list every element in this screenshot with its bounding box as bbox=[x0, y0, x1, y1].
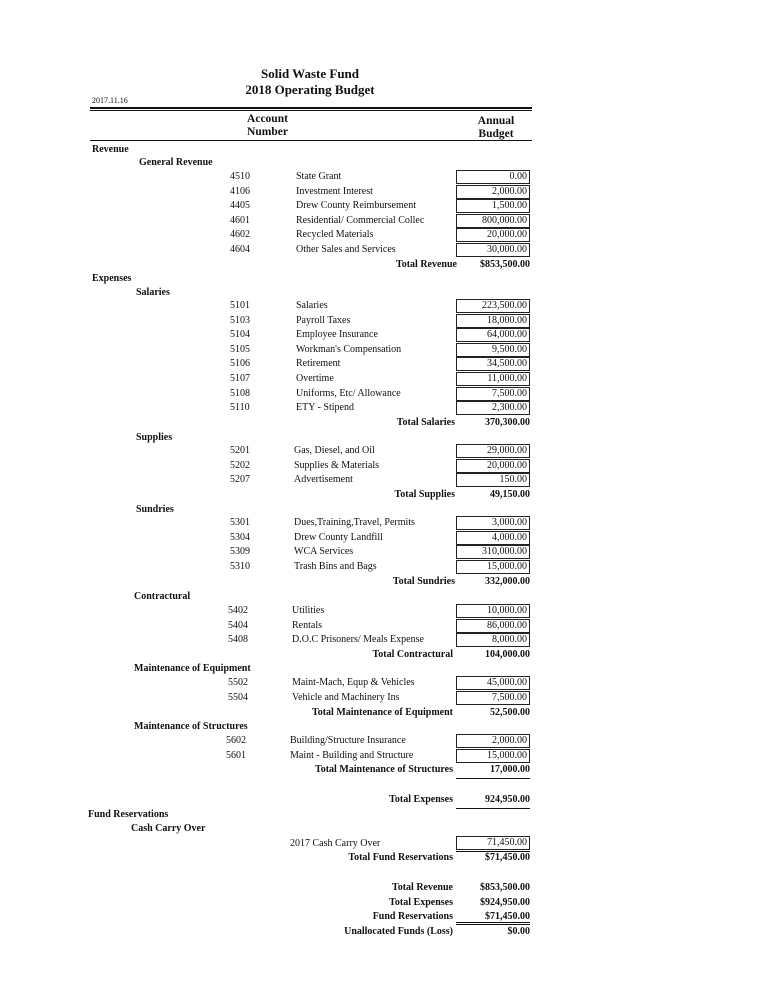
col-account-label-1: Account bbox=[247, 113, 288, 125]
summary-rule-2 bbox=[456, 924, 530, 925]
sundries-row-description: Trash Bins and Bags bbox=[294, 560, 377, 572]
supplies-row-amount-cell: 150.00 bbox=[456, 473, 530, 487]
sundries-row-account-code: 5304 bbox=[230, 531, 250, 543]
total-supplies-amount: 49,150.00 bbox=[490, 489, 530, 500]
carry-over-amount: 71,450.00 bbox=[456, 836, 530, 850]
sundries-row-amount-cell: 310,000.00 bbox=[456, 545, 530, 559]
salaries-row-account-code: 5104 bbox=[230, 329, 250, 341]
total-equipment-amount: 52,500.00 bbox=[490, 707, 530, 718]
total-equipment-label: Total Maintenance of Equipment bbox=[311, 707, 453, 718]
revenue-row-account-code: 4510 bbox=[230, 171, 250, 182]
supplies-row-amount-cell: 20,000.00 bbox=[456, 459, 530, 473]
salaries-row-description: Employee Insurance bbox=[296, 329, 378, 341]
contractural-row-amount-cell: 10,000.00 bbox=[456, 604, 530, 618]
summary-amount: $853,500.00 bbox=[480, 882, 530, 893]
salaries-row-description: Overtime bbox=[296, 373, 334, 384]
supplies-row-amount-cell: 29,000.00 bbox=[456, 444, 530, 458]
salaries-row-description: Retirement bbox=[296, 358, 341, 370]
salaries-row-amount-cell: 7,500.00 bbox=[456, 387, 530, 401]
revenue-row-description: Recycled Materials bbox=[296, 229, 374, 241]
contractural-row-description: D.O.C Prisoners/ Meals Expense bbox=[292, 634, 424, 646]
structures-row-description: Building/Structure Insurance bbox=[290, 735, 406, 746]
contractural-row-description: Rentals bbox=[292, 619, 322, 631]
structures-row-description: Maint - Building and Structure bbox=[290, 750, 414, 761]
salaries-row-description: Payroll Taxes bbox=[296, 314, 351, 326]
total-contractural-amount: 104,000.00 bbox=[485, 649, 530, 660]
col-budget-label-2: Budget bbox=[478, 128, 514, 140]
equipment-row-description: Vehicle and Machinery Ins bbox=[292, 692, 400, 703]
structures-total-rule bbox=[456, 778, 530, 779]
revenue-row-description: Other Sales and Services bbox=[296, 244, 396, 255]
revenue-row-amount-cell: 1,500.00 bbox=[456, 199, 530, 213]
total-sundries-amount: 332,000.00 bbox=[485, 576, 530, 587]
summary-amount: $924,950.00 bbox=[480, 896, 530, 908]
sundries-row-description: Dues,Training,Travel, Permits bbox=[294, 517, 415, 528]
revenue-row-account-code: 4602 bbox=[230, 229, 250, 241]
sundries-row-amount-cell: 4,000.00 bbox=[456, 531, 530, 545]
total-revenue-amount: $853,500.00 bbox=[480, 259, 530, 270]
revenue-row-description: Residential/ Commercial Collec bbox=[296, 214, 425, 226]
salaries-row-amount-cell: 223,500.00 bbox=[456, 299, 530, 313]
salaries-row-amount-cell: 34,500.00 bbox=[456, 357, 530, 371]
salaries-row-amount-cell: 18,000.00 bbox=[456, 314, 530, 328]
section-maintenance-structures: Maintenance of Structures bbox=[134, 721, 248, 732]
document-title: Solid Waste Fund bbox=[260, 66, 360, 81]
structures-row-amount-cell: 15,000.00 bbox=[456, 749, 530, 763]
salaries-row-account-code: 5110 bbox=[230, 402, 250, 414]
section-maintenance-equipment: Maintenance of Equipment bbox=[134, 663, 251, 674]
sundries-row-description: WCA Services bbox=[294, 546, 354, 558]
revenue-row-account-code: 4405 bbox=[230, 200, 250, 212]
section-cash-carry-over: Cash Carry Over bbox=[131, 823, 206, 834]
salaries-row-account-code: 5106 bbox=[230, 358, 250, 370]
revenue-row-description: State Grant bbox=[296, 171, 342, 182]
equipment-row-amount-cell: 45,000.00 bbox=[456, 676, 530, 690]
section-expenses: Expenses bbox=[92, 273, 132, 284]
contractural-row-amount-cell: 86,000.00 bbox=[456, 619, 530, 633]
expenses-total-rule bbox=[456, 808, 530, 809]
total-expenses-amount: 924,950.00 bbox=[485, 794, 530, 805]
summary-label: Unallocated Funds (Loss) bbox=[344, 925, 453, 937]
salaries-row-amount-cell: 2,300.00 bbox=[456, 401, 530, 415]
section-general-revenue: General Revenue bbox=[139, 157, 213, 168]
supplies-row-description: Supplies & Materials bbox=[294, 459, 379, 471]
total-structures-label: Total Maintenance of Structures bbox=[314, 764, 453, 775]
salaries-row-account-code: 5101 bbox=[230, 300, 250, 311]
revenue-row-account-code: 4604 bbox=[230, 244, 250, 255]
total-salaries-label: Total Salaries bbox=[396, 417, 455, 428]
contractural-row-description: Utilities bbox=[292, 605, 325, 616]
col-budget-label-1: Annual bbox=[477, 115, 515, 127]
revenue-row-amount-cell: 0.00 bbox=[456, 170, 530, 184]
contractural-row-account-code: 5408 bbox=[228, 634, 248, 646]
equipment-row-amount-cell: 7,500.00 bbox=[456, 691, 530, 705]
header-rule-bottom bbox=[90, 140, 532, 141]
revenue-row-account-code: 4601 bbox=[230, 214, 250, 226]
equipment-row-account-code: 5502 bbox=[228, 677, 248, 688]
total-contractural-label: Total Contractural bbox=[372, 649, 453, 660]
salaries-row-amount-cell: 11,000.00 bbox=[456, 372, 530, 386]
total-fund-reservations-amount: $71,450.00 bbox=[485, 852, 530, 863]
structures-row-amount-cell: 2,000.00 bbox=[456, 734, 530, 748]
contractural-row-account-code: 5404 bbox=[228, 619, 248, 631]
salaries-row-description: Uniforms, Etc/ Allowance bbox=[296, 387, 401, 399]
supplies-row-description: Advertisement bbox=[294, 474, 353, 486]
section-contractural: Contractural bbox=[134, 591, 191, 602]
structures-row-account-code: 5601 bbox=[226, 750, 246, 761]
section-salaries: Salaries bbox=[136, 287, 170, 298]
sundries-row-account-code: 5301 bbox=[230, 517, 250, 528]
equipment-row-description: Maint-Mach, Equp & Vehicles bbox=[292, 677, 415, 688]
sundries-row-account-code: 5309 bbox=[230, 546, 250, 558]
revenue-row-amount-cell: 20,000.00 bbox=[456, 228, 530, 242]
total-sundries-label: Total Sundries bbox=[392, 576, 455, 587]
revenue-row-amount-cell: 30,000.00 bbox=[456, 243, 530, 257]
summary-rule-1 bbox=[456, 922, 530, 923]
salaries-row-amount-cell: 9,500.00 bbox=[456, 343, 530, 357]
total-supplies-label: Total Supplies bbox=[394, 489, 455, 500]
salaries-row-account-code: 5107 bbox=[230, 373, 250, 384]
section-fund-reservations: Fund Reservations bbox=[88, 809, 169, 820]
salaries-row-description: ETY - Stipend bbox=[296, 402, 354, 414]
supplies-row-account-code: 5202 bbox=[230, 459, 250, 471]
sundries-row-amount-cell: 3,000.00 bbox=[456, 516, 530, 530]
summary-label: Fund Reservations bbox=[372, 911, 453, 922]
salaries-row-description: Workman's Compensation bbox=[296, 343, 402, 355]
summary-amount: $71,450.00 bbox=[485, 911, 530, 922]
salaries-row-account-code: 5108 bbox=[230, 387, 250, 399]
salaries-row-account-code: 5105 bbox=[230, 343, 250, 355]
revenue-row-amount-cell: 800,000.00 bbox=[456, 214, 530, 228]
supplies-row-description: Gas, Diesel, and Oil bbox=[294, 445, 375, 456]
section-supplies: Supplies bbox=[136, 432, 173, 443]
header-rule-top-2 bbox=[90, 110, 532, 111]
revenue-row-amount-cell: 2,000.00 bbox=[456, 185, 530, 199]
revenue-row-description: Investment Interest bbox=[296, 185, 373, 197]
document-subtitle: 2018 Operating Budget bbox=[245, 82, 375, 97]
section-sundries: Sundries bbox=[136, 504, 174, 515]
contractural-row-account-code: 5402 bbox=[228, 605, 248, 616]
header-rule-top bbox=[90, 107, 532, 109]
sundries-row-account-code: 5310 bbox=[230, 560, 250, 572]
total-expenses-label: Total Expenses bbox=[389, 794, 453, 805]
equipment-row-account-code: 5504 bbox=[228, 692, 248, 703]
contractural-row-amount-cell: 8,000.00 bbox=[456, 633, 530, 647]
total-fund-reservations-label: Total Fund Reservations bbox=[348, 852, 453, 863]
section-revenue: Revenue bbox=[92, 144, 129, 155]
revenue-row-account-code: 4106 bbox=[230, 185, 250, 197]
total-salaries-amount: 370,300.00 bbox=[485, 417, 530, 428]
carry-over-description: 2017 Cash Carry Over bbox=[290, 838, 381, 849]
summary-amount: $0.00 bbox=[507, 925, 530, 937]
supplies-row-account-code: 5201 bbox=[230, 445, 250, 456]
col-account-label-2: Number bbox=[247, 126, 288, 138]
structures-row-account-code: 5602 bbox=[226, 735, 246, 746]
sundries-row-description: Drew County Landfill bbox=[294, 531, 383, 543]
summary-label: Total Expenses bbox=[389, 896, 453, 908]
salaries-row-description: Salaries bbox=[296, 300, 328, 311]
revenue-row-description: Drew County Reimbursement bbox=[296, 200, 416, 212]
document-date: 2017.11.16 bbox=[92, 96, 128, 105]
salaries-row-account-code: 5103 bbox=[230, 314, 250, 326]
total-revenue-label: Total Revenue bbox=[395, 259, 457, 270]
supplies-row-account-code: 5207 bbox=[230, 474, 250, 486]
sundries-row-amount-cell: 15,000.00 bbox=[456, 560, 530, 574]
total-structures-amount: 17,000.00 bbox=[490, 764, 530, 775]
salaries-row-amount-cell: 64,000.00 bbox=[456, 328, 530, 342]
summary-label: Total Revenue bbox=[391, 882, 453, 893]
